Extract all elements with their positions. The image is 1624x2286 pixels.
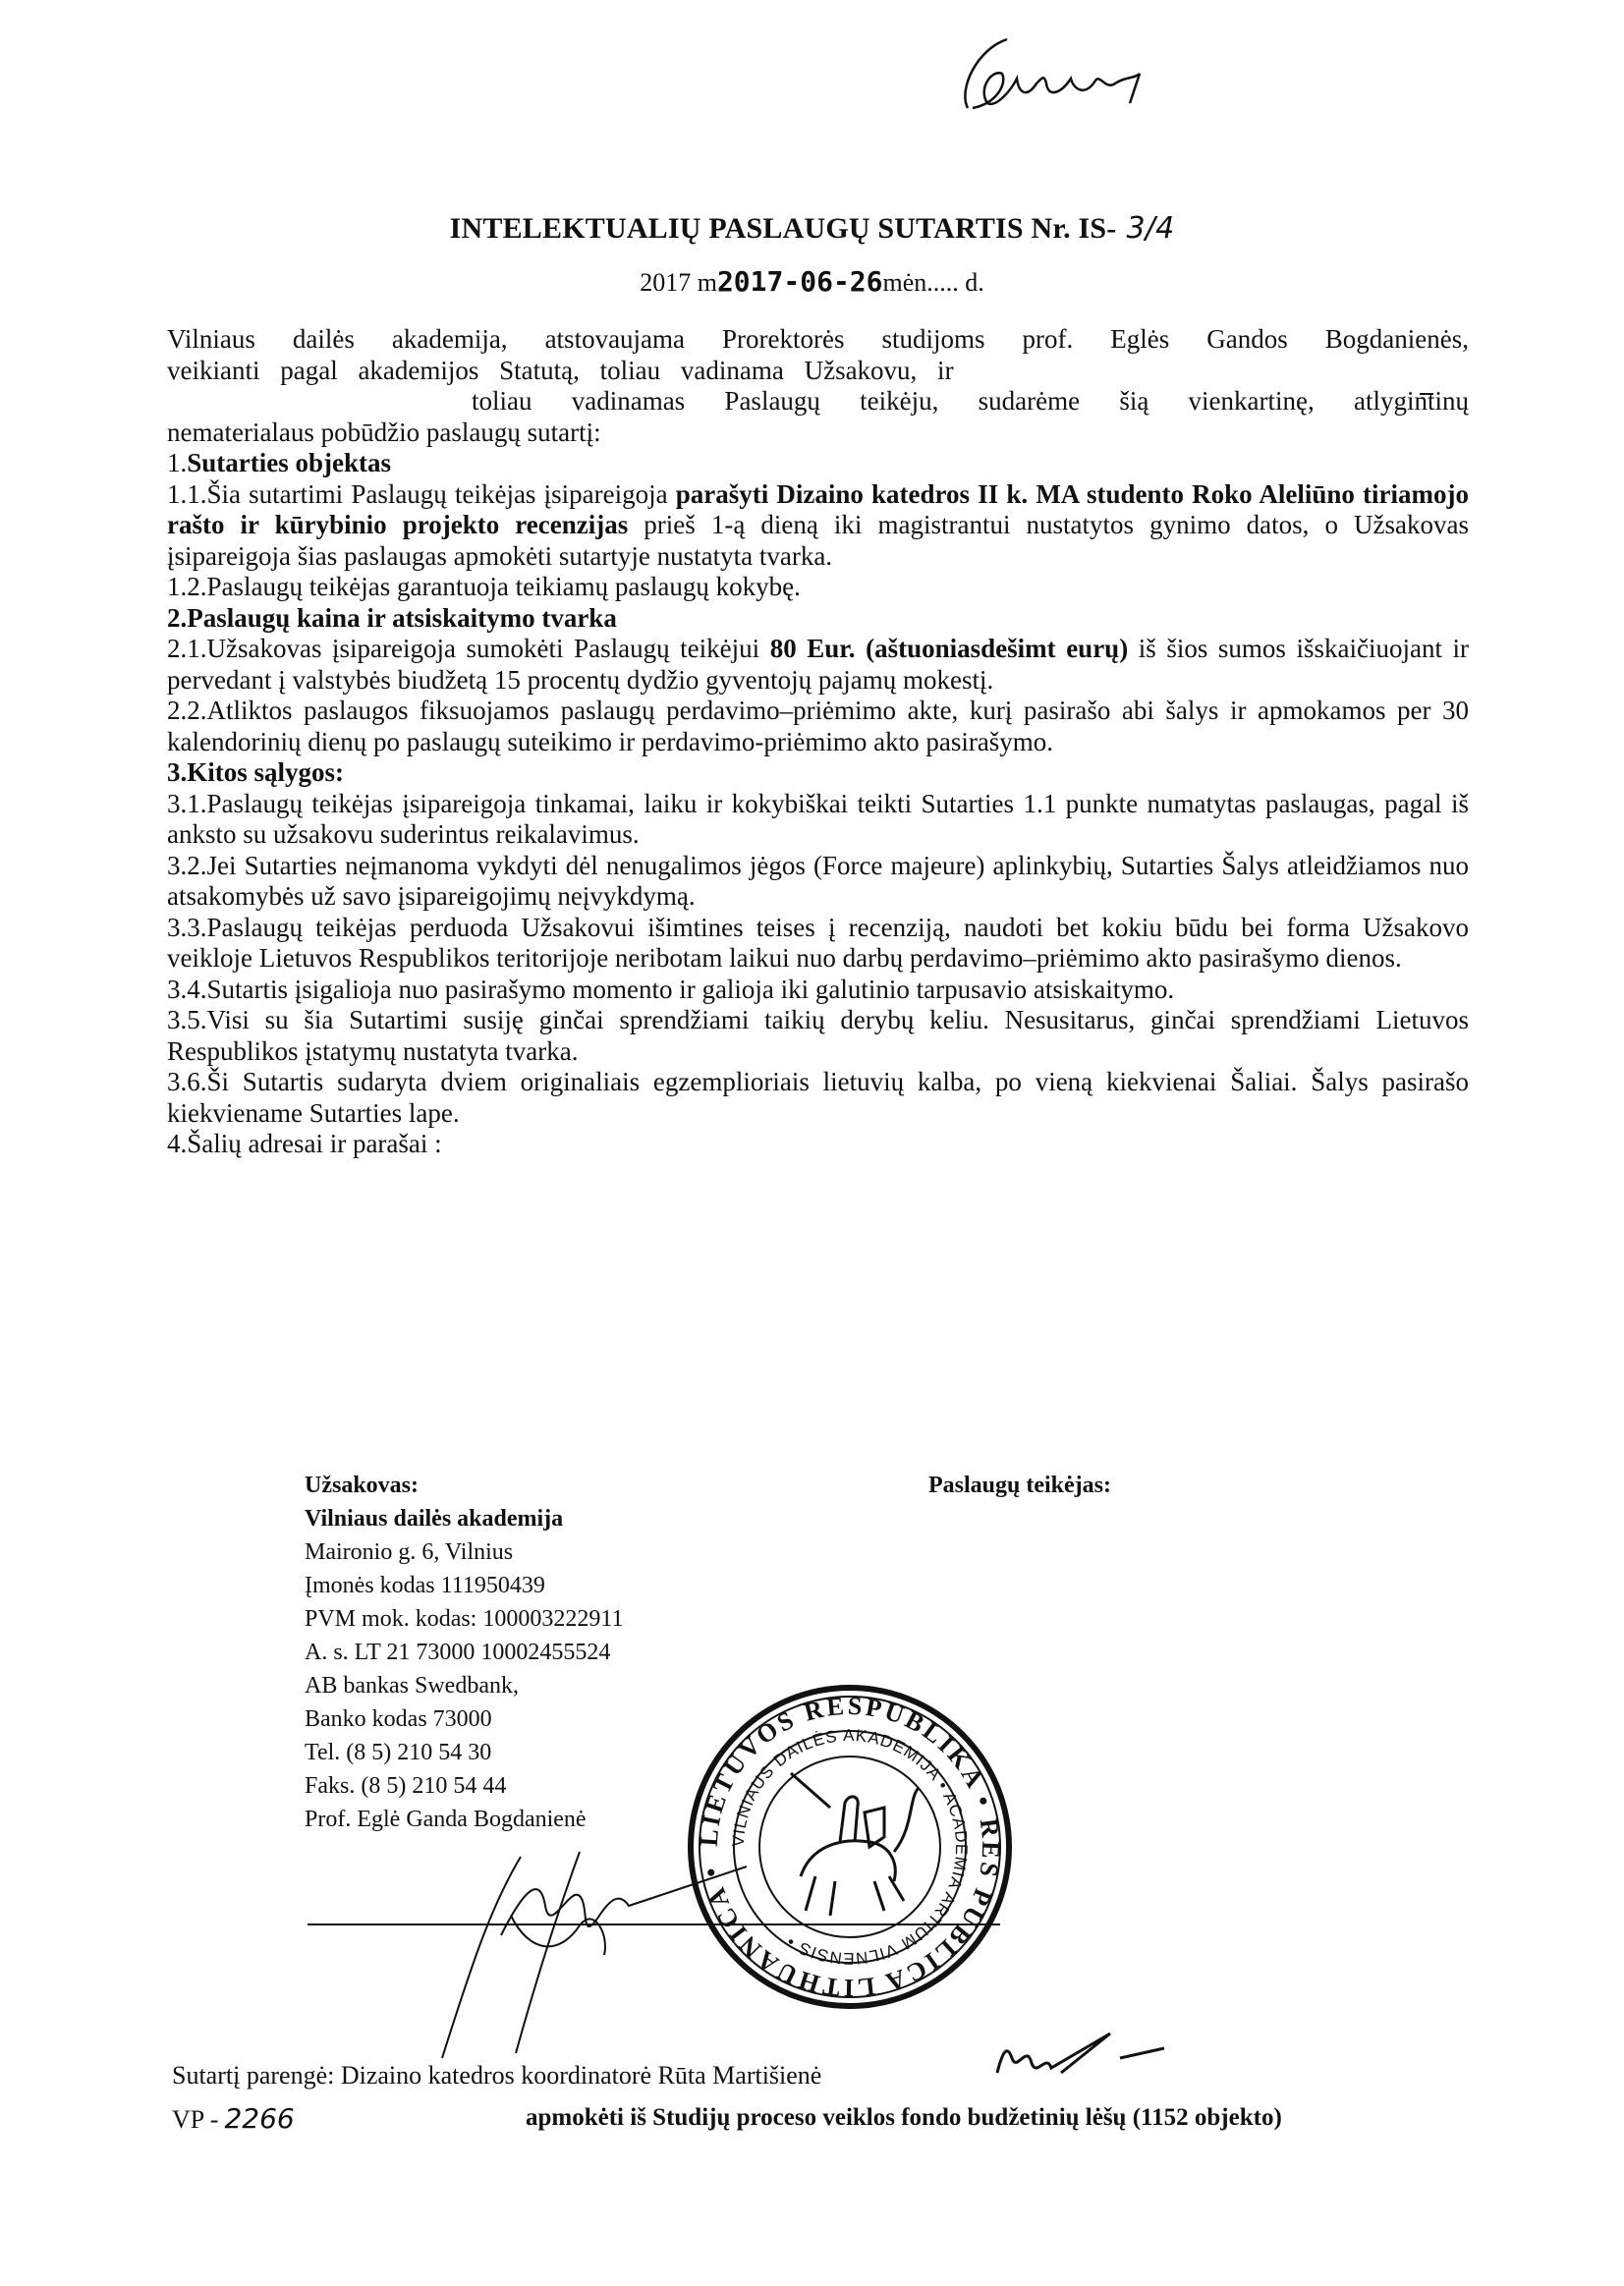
customer-signatory: Prof. Eglė Ganda Bogdanienė (305, 1807, 587, 1832)
title-text: INTELEKTUALIŲ PASLAUGŲ SUTARTIS Nr. IS- (449, 212, 1117, 245)
clause-3-4: 3.4.Sutartis įsigalioja nuo pasirašymo momento ir galioja iki galutinio tarpusavio atsiskaitymo. (167, 974, 1175, 1004)
clause-3-1: 3.1.Paslaugų teikėjas įsipareigoja tinkamai, laiku ir kokybiškai teikti Sutarties 1.1 punkte numatytas paslaugas, pagal iš anksto su užsakovu suderintus reikalavimus. (167, 788, 1469, 849)
customer-bank: AB bankas Swedbank, (305, 1673, 519, 1699)
provider-label: Paslaugų teikėjas: (928, 1473, 1111, 1498)
vp-label: VP - (172, 2105, 219, 2134)
handwritten-signature-coordinator (992, 2024, 1169, 2083)
section-2-heading: 2.Paslaugų kaina ir atsiskaitymo tvarka (167, 602, 617, 633)
contract-body (167, 324, 1469, 1160)
clause-1-1: 1.1.Šia sutartimi Paslaugų teikėjas įsipareigoja parašyti Dizaino katedros II k. MA studento Roko Aleliūno tiriamojo rašto ir kūrybinio projekto recenzijas prieš 1-ą dieną iki magistrantui nustatytos gynimo datos, o Užsakovas įsipareigoja šias paslaugas apmokėti sutartyje nustatyta tvarka. (167, 478, 1469, 571)
customer-details (305, 1469, 623, 1836)
intro-line-1: Vilniaus dailės akademija, atstovaujama Prorektorės studijoms prof. Eglės Gandos Bogdanienės, (167, 324, 1469, 354)
handwritten-signature-customer (432, 1847, 756, 2063)
contract-date (0, 265, 1624, 298)
date-stamp: 2017-06-26 (716, 265, 883, 298)
customer-address: Maironio g. 6, Vilnius (305, 1539, 514, 1565)
intro-line-3: toliau vadinamas Paslaugų teikėju, sudarėme šią vienkartinę, atlygintinų (472, 386, 1469, 416)
customer-company-code: Įmonės kodas 111950439 (305, 1573, 545, 1598)
svg-text:LIETUVOS RESPUBLIKA • RES PUBL: LIETUVOS RESPUBLIKA • RES PUBLICA LITHUANICA • (694, 1691, 1006, 2003)
funding-note: apmokėti iš Studijų proceso veiklos fondo budžetinių lėšų (1152 objekto) (526, 2104, 1282, 2131)
handwritten-signature-top (938, 29, 1174, 118)
handwritten-contract-number: 3/4 (1126, 211, 1175, 246)
clause-3-3: 3.3.Paslaugų teikėjas perduoda Užsakovui išimtines teises į recenziją, naudoti bet kokiu būdu bei forma Užsakovo veikloje Lietuvos Respublikos teritorijoje neribotam laikui nuo darbų perdavimo–priėmimo akto pasirašymo dienos. (167, 912, 1469, 973)
customer-name: Vilniaus dailės akademija (305, 1506, 564, 1532)
clause-1-2: 1.2.Paslaugų teikėjas garantuoja teikiamų paslaugų kokybę. (167, 572, 801, 601)
date-suffix: mėn..... d. (882, 268, 984, 297)
clause-2-1: 2.1.Užsakovas įsipareigoja sumokėti Paslaugų teikėjui 80 Eur. (aštuoniasdešimt eurų) iš šios sumos išskaičiuojant ir pervedant į valstybės biudžetą 15 procentų dydžio gyventojų pajamų mokestį. (167, 634, 1470, 695)
vp-handwritten-number: 2266 (224, 2102, 295, 2135)
customer-label: Užsakovas: (305, 1473, 420, 1498)
section-3-heading: 3.Kitos sąlygos: (167, 757, 345, 787)
intro-line-2: veikianti pagal akademijos Statutą, toliau vadinama Užsakovu, ir (167, 355, 954, 385)
customer-phone: Tel. (8 5) 210 54 30 (305, 1740, 492, 1765)
intro-line-4: nematerialaus pobūdžio paslaugų sutartį: (167, 417, 601, 447)
footer-vp-line (172, 2102, 1469, 2135)
section-1-heading: 1.Sutarties objektas (167, 448, 391, 477)
date-prefix: 2017 m (640, 268, 717, 297)
customer-bank-code: Banko kodas 73000 (305, 1706, 492, 1732)
clause-3-2: 3.2.Jei Sutarties neįmanoma vykdyti dėl nenugalimos jėgos (Force majeure) aplinkybių, Sutarties Šalys atleidžiamos nuo atsakomybės už savo įsipareigojimų neįvykdymą. (167, 850, 1469, 911)
clause-2-2: 2.2.Atliktos paslaugos fiksuojamos paslaugų perdavimo–priėmimo akte, kurį pasirašo abi šalys ir apmokamos per 30 kalendorinių dienų po paslaugų suteikimo ir perdavimo-priėmimo akto pasirašymo. (167, 696, 1469, 756)
svg-text:VILNIAUS DAILĖS AKADEMIJA • AC: VILNIAUS DAILĖS AKADEMIJA • ACADEMIA ARTIUM VILNENSIS • (728, 1725, 972, 1969)
clause-3-6: 3.6.Ši Sutartis sudaryta dviem originaliais egzemplioriais lietuvių kalba, po vieną kiekvienai Šaliai. Šalys pasirašo kiekviename Sutarties lape. (167, 1067, 1469, 1128)
customer-fax: Faks. (8 5) 210 54 44 (305, 1773, 507, 1799)
contract-title (0, 211, 1624, 246)
customer-account: A. s. LT 21 73000 10002455524 (305, 1640, 611, 1665)
clause-3-5: 3.5.Visi su šia Sutartimi susiję ginčai sprendžiami taikių derybų keliu. Nesusitarus, ginčai sprendžiami Lietuvos Respublikos įstatymų nustatyta tvarka. (167, 1005, 1469, 1066)
customer-vat-code: PVM mok. kodas: 100003222911 (305, 1606, 624, 1632)
section-4-heading: 4.Šalių adresai ir parašai : (167, 1129, 442, 1158)
prepared-by-line: Sutartį parengė: Dizaino katedros koordinatorė Rūta Martišienė (172, 2061, 822, 2090)
